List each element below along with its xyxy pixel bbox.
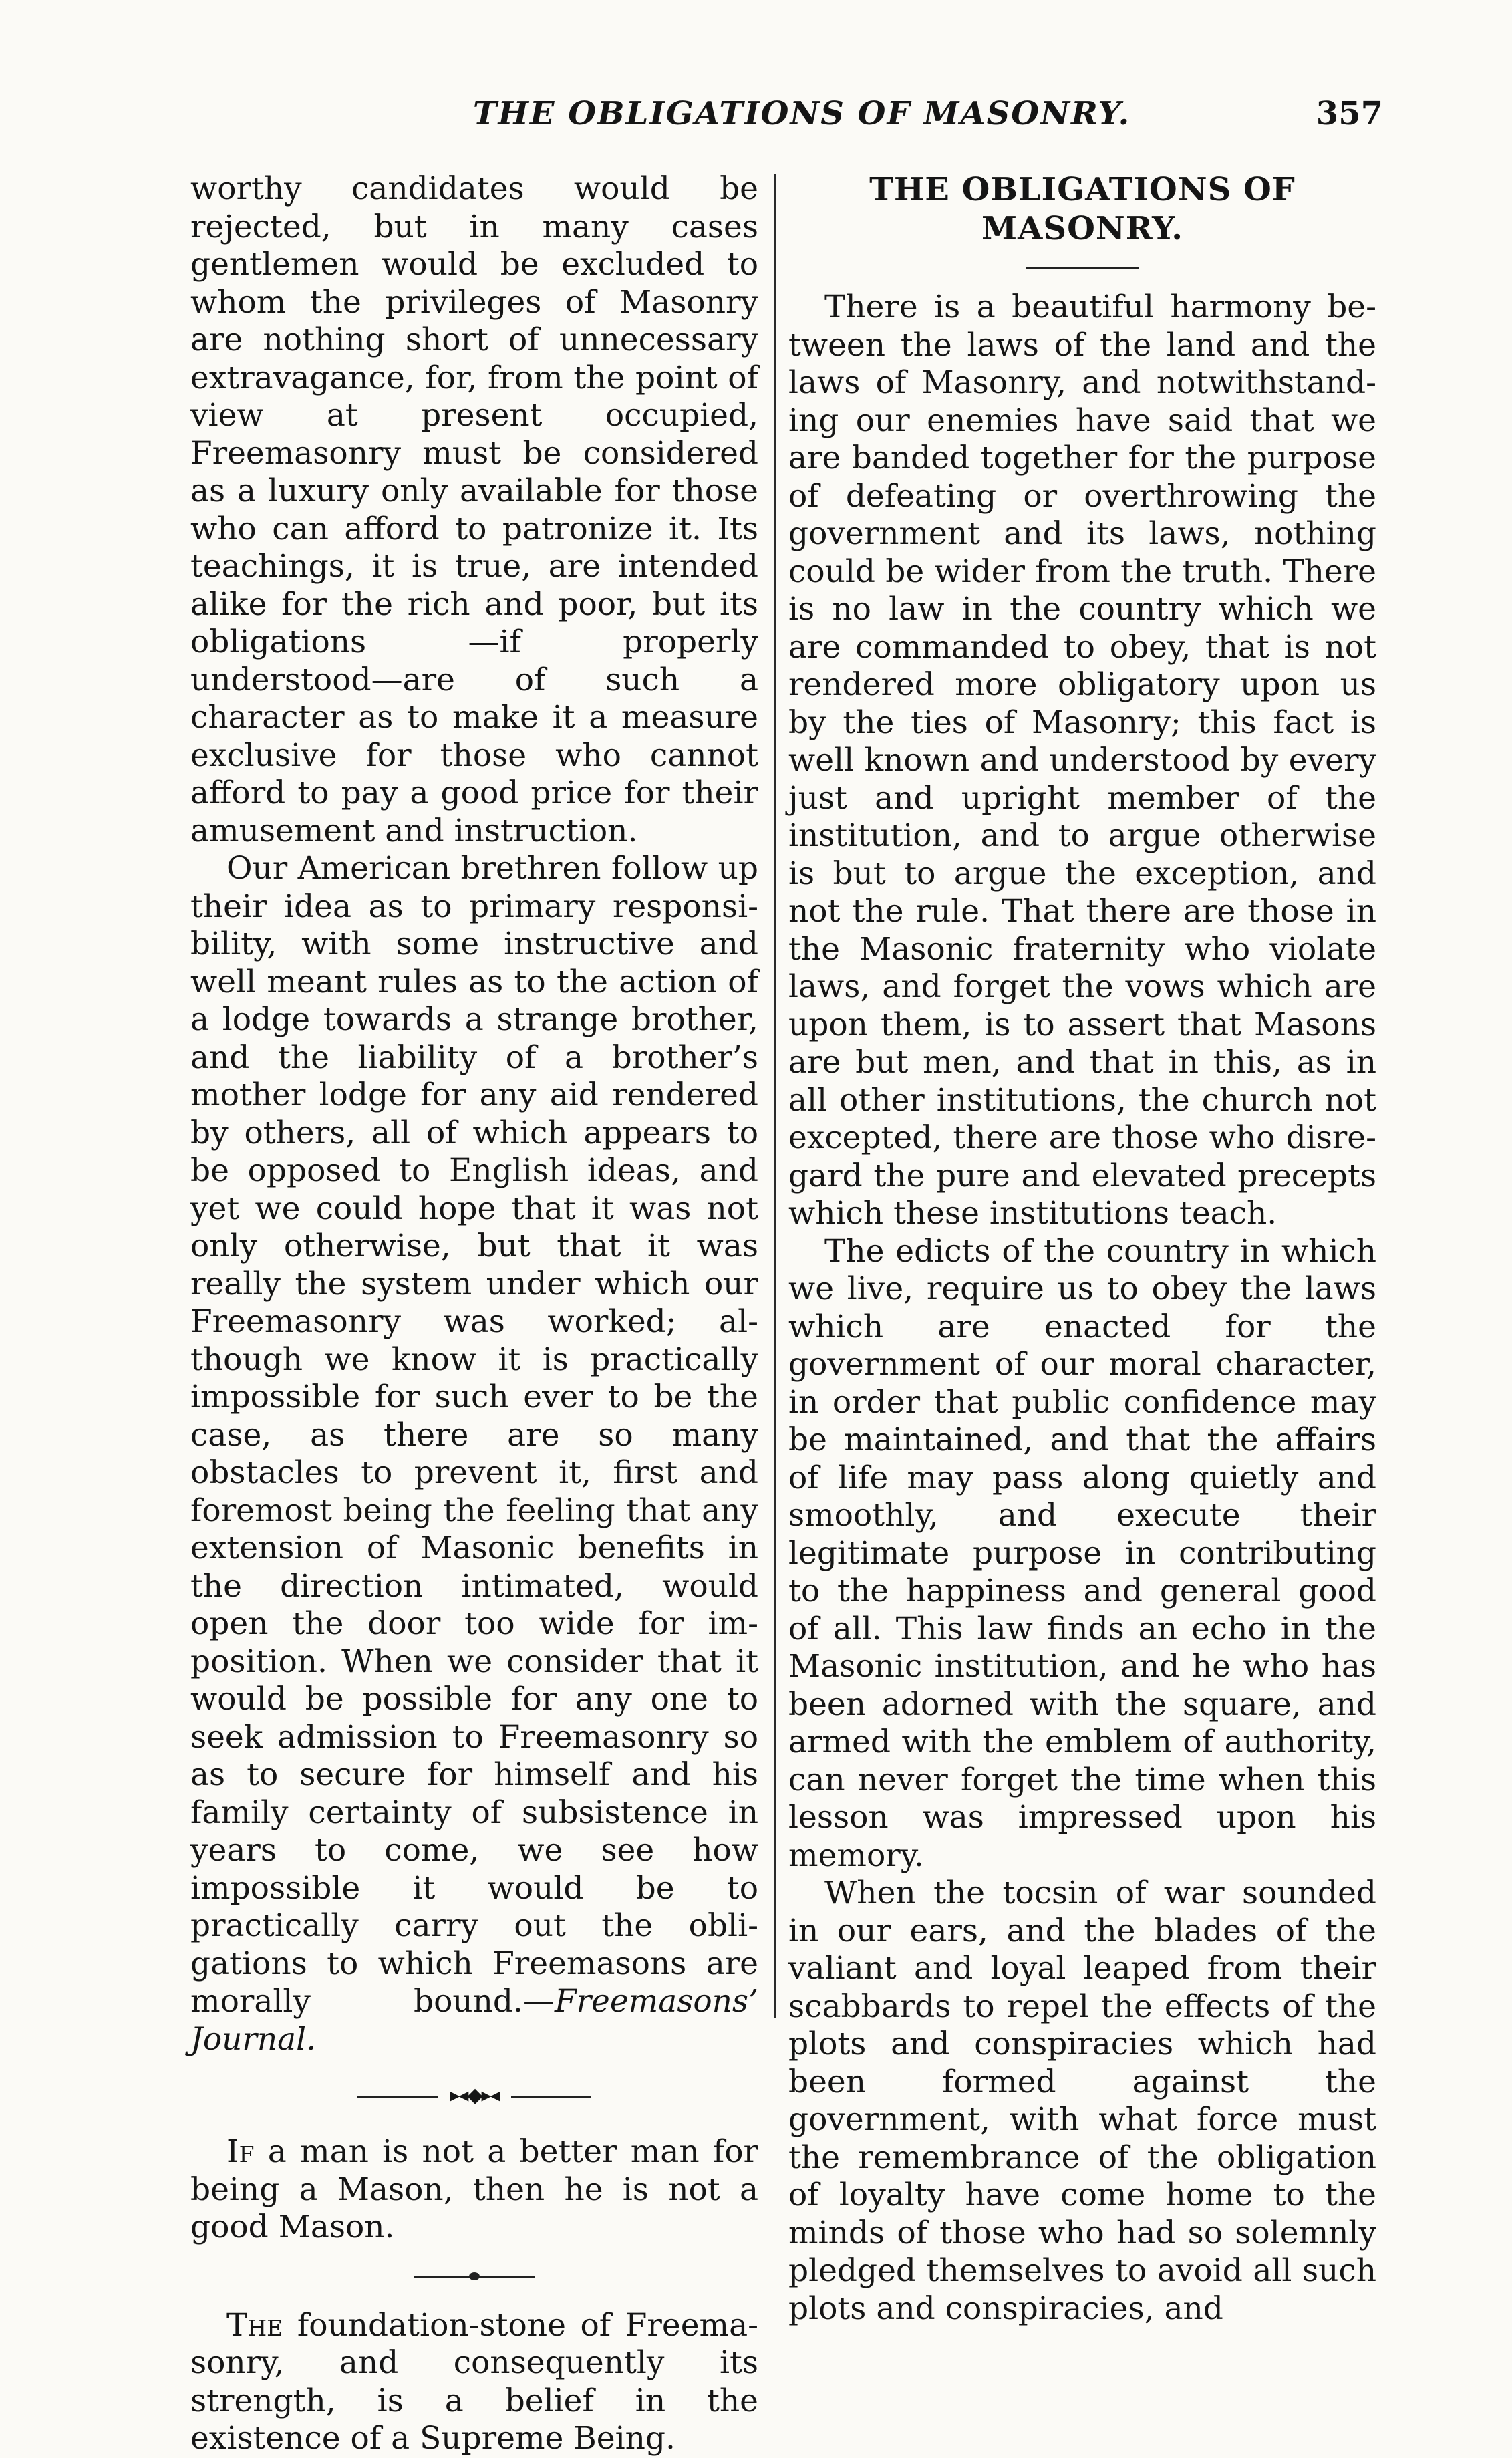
page-number: 357 xyxy=(1316,95,1383,132)
source-citation: Freemasons’ Journal. xyxy=(190,1983,758,2058)
section-title: THE OBLIGATIONS OF MASONRY. xyxy=(869,171,1296,247)
left-paragraph-4 xyxy=(190,2307,758,2458)
running-title: THE OBLIGATIONS OF MASONRY. xyxy=(472,95,1131,132)
ornament-glyph: ▸◂◆▸◂ xyxy=(450,2084,499,2107)
right-column xyxy=(788,170,1376,2328)
ornament-line-left xyxy=(357,2096,438,2098)
left-paragraph-3-lead: If xyxy=(226,2133,255,2170)
column-rule xyxy=(774,174,776,2018)
ornament-line-right xyxy=(511,2096,591,2098)
left-paragraph-3-text: a man is not a better man for being a Mason, then he is not a good Mason. xyxy=(190,2133,758,2245)
left-paragraph-4-lead: The xyxy=(226,2306,283,2344)
right-paragraph-2: The edicts of the country in which we live, require us to obey the laws which are enacted for the government of our moral character, in order that public confidence may be maintained, and that the affairs of life may pass along quietly and smoothly, and execute their legitimate purpose in contributing to the happiness and general good of all. This law finds an echo in the Masonic institution, and he who has been adorned with the square, and armed with the emblem of authority, can never forget the time when this lesson was impressed upon his memory. xyxy=(788,1232,1376,1874)
ornament-divider xyxy=(357,2086,591,2106)
left-paragraph-2 xyxy=(190,850,758,2058)
dot-rule-divider xyxy=(414,2270,535,2283)
dot-rule-dot xyxy=(469,2272,480,2280)
left-paragraph-1: worthy candidates would be rejected, but in many cases gentlemen would be excluded to whom the privileges of Masonry are nothing short of unnecessary extravagance, for, from the point of view at present occupied, Freemasonry must be considered as a luxury only available for those who can afford to patronize it. Its teachings, it is true, are intended alike for the rich and poor, but its obligations —if properly understood—are of such a character as to make it a measure exclusive for those who cannot afford to pay a good price for their amusement and instruction. xyxy=(190,170,758,849)
left-paragraph-2-text: Our American brethren follow up their idea as to primary responsibility, with some instructive and well meant rules as to the action of a lodge towards a strange brother, and the liability of a brother’s mother lodge for any aid rendered by others, all of which appears to be opposed to English ideas, and yet we could hope that it was not only otherwise, but that it was really the system under which our Freemasonry was worked; although we know it is practically impossible for such ever to be the case, as there are so many obstacles to prevent it, first and foremost being the feeling that any extension of Masonic benefits in the direction intimated, would open the door too wide for imposition. When we consider that it would be possible for any one to seek admission to Freemasonry so as to secure for himself and his family certainty of subsistence in years to come, we see how impossible it would be to practically carry out the obligations to which Freemasons are morally bound.— xyxy=(190,850,758,2020)
right-paragraph-1: There is a beautiful harmony between the laws of the land and the laws of Masonry, and notwithstanding our enemies have said that we are banded together for the purpose of defeating or overthrowing the government and its laws, nothing could be wider from the truth. There is no law in the country which we are commanded to obey, that is not rendered more obligatory upon us by the ties of Masonry; this fact is well known and understood by every just and upright member of the institution, and to argue otherwise is but to argue the exception, and not the rule. That there are those in the Masonic fraternity who violate laws, and forget the vows which are upon them, is to assert that Masons are but men, and that in this, as in all other institutions, the church not excepted, there are those who disregard the pure and elevated precepts which these institutions teach. xyxy=(788,289,1376,1232)
left-paragraph-4-text: foundation-stone of Freemasonry, and consequently its strength, is a belief in the existence of a Supreme Being. xyxy=(190,2306,758,2457)
left-column xyxy=(190,170,758,2458)
running-head xyxy=(0,94,1512,147)
right-paragraph-3: When the tocsin of war sounded in our ears, and the blades of the valiant and loyal leaped from their scabbards to repel the effects of the plots and conspiracies which had been formed against the government, with what force must the remembrance of the obligation of loyalty have come home to the minds of those who had so solemnly pledged themselves to avoid all such plots and conspiracies, and xyxy=(788,1875,1376,2327)
left-paragraph-3 xyxy=(190,2133,758,2247)
title-rule xyxy=(1026,267,1139,269)
